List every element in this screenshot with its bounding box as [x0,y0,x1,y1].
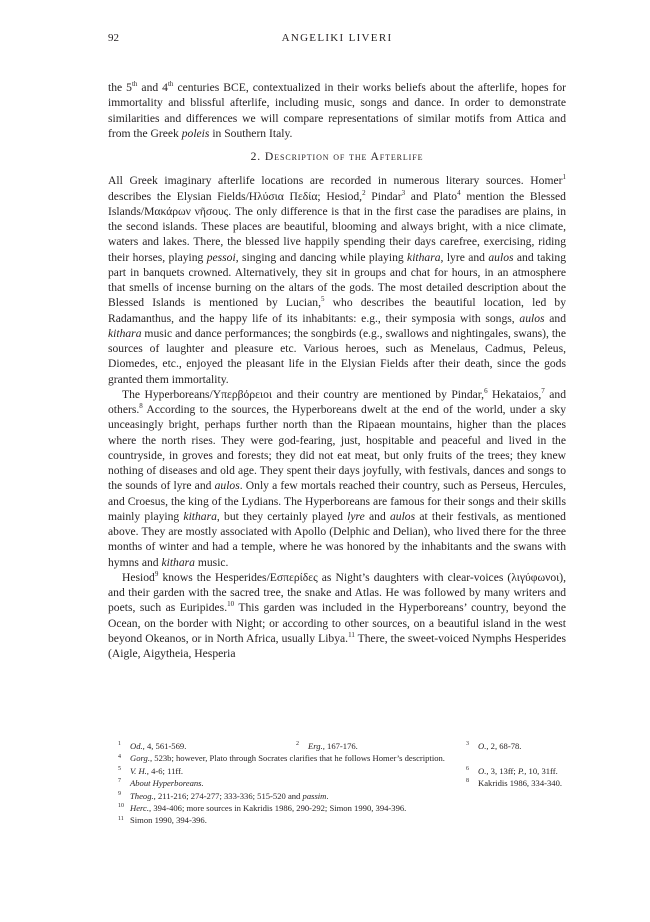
text-run: The Hyperboreans/Υπερβόρειοι and their country are mentioned by Pindar, [122,387,485,401]
text-run: , 2, 68-78. [486,741,522,751]
italic-text: aulos [389,509,416,523]
text-run: , 3, 13ff; [486,765,518,776]
footnote-row [118,814,566,826]
footnote: 10 Herc., 394-406; more sources in Kakridis 1986, 290-292; Simon 1990, 394-396. [118,803,407,814]
italic-text: passim [302,790,327,801]
text-run: . [326,790,329,801]
italic-text: pessoi [206,250,236,264]
text-run: , 211-216; 274-277; 333-336; 515-520 and [153,790,303,801]
section-number: 2. [250,150,262,163]
paragraph [108,80,566,141]
text-run: and [364,509,390,523]
footnote: 5 V. H., 4-6; 11ff. [118,765,184,776]
section-heading [108,149,566,164]
footnote-text [130,766,183,776]
footnote-row [118,765,566,777]
footnote: 9 Theog., 211-216; 274-277; 333-336; 515-520 and passim. [118,790,329,801]
footnote: 7 About Hyperboreans. [118,778,204,789]
body-text [108,80,566,661]
text-run: , singing and dancing while playing [235,250,408,264]
footnote-text [130,753,445,763]
footnote-ref[interactable]: 11 [348,630,355,639]
section-title: Description of the Afterlife [264,150,424,163]
text-run: This garden was included in the Hyperboreans’ country, beyond the Ocean, on the border with Night; or according to other sources, on a beautiful island in the west beyond Okeanos, or in North Africa, usually Libya. [108,601,566,645]
footnote-text [130,791,329,801]
footnote-ref[interactable]: 3 [401,188,406,197]
footnote-ref[interactable]: 8 [139,402,143,411]
text-run: Hekataios, [487,387,542,401]
paragraph [108,173,566,387]
footnote-ref[interactable]: 6 [484,386,488,395]
italic-text: Herc. [130,803,150,814]
footnote-ref[interactable]: 4 [457,188,461,197]
footnote-ref[interactable]: 2 [362,188,366,197]
text-run: music and dance performances; the songbirds (e.g., swallows and nightingales, swans), the sources of laughter and pleasure etc. Various heroes, such as Menelaus, Cadmus, Peleus, Diomedes, etc., enjoyed the pleasant life in the Elysian Fields after their death, since the gods granted them immortality. [108,326,566,386]
italic-text: Theog. [130,790,154,801]
text-run: and [544,311,566,325]
footnote-text [130,815,207,825]
text-run: and Plato [405,189,458,203]
text-run: There, the sweet-voiced Nymphs Hesperides (Aigle, Aigytheia, Hesperia [108,631,567,660]
italic-text: lyre [347,509,365,523]
footnote: 3 O., 2, 68-78. [466,741,522,751]
text-run: mention the Blessed Islands/Μακάρων νῆσους. The only difference is that in the first case the paradises are plains, in the second islands. These places are beautiful, blooming and always bright, with a nice climate, waters and lakes. There, the blessed live happily spending their days carefree, exercising, riding their horses, playing [108,189,566,264]
text-run: and 4 [137,81,168,94]
text-run: , 394-406; more sources in Kakridis 1986, 290-292; Simon 1990, 394-396. [149,803,407,814]
text-run: All Greek imaginary afterlife locations are recorded in numerous literary sources. Homer [108,174,563,188]
footnote-text [478,778,562,788]
italic-text: aulos [214,479,240,493]
text-run: , but they certainly played [216,509,348,523]
footnote-text [130,803,406,813]
text-run: , 523b; however, Plato through Socrates clarifies that he follows Homer’s description. [149,753,445,764]
text-run: and taking part in banquets crowned. Alternatively, they sit in groups and chat for hours, in an atmosphere that smells of incense burning on the altars of the gods. The most detailed description about the Blessed Islands is mentioned by Lucian, [108,250,566,310]
footnote-text [308,741,358,751]
footnote-ref[interactable]: 7 [541,386,545,395]
text-run: centuries BCE, contextualized in their works beliefs about the afterlife, hopes for immortality and blissful afterlife, including music, songs and dance. In order to demonstrate similarities and differences we will compare representations of similar motifs from Attica and from the Greek [108,81,566,140]
footnote-text [130,741,186,751]
footnote: 1 Od., 4, 561-569. [118,741,187,751]
italic-text: O. [478,765,487,776]
page-header [108,32,566,48]
footnote-ref[interactable]: 1 [562,173,566,182]
footnote: 6 O., 3, 13ff; P., 10, 31ff. [466,765,558,776]
italic-text: aulos [488,250,514,264]
text-run: the 5 [108,81,132,94]
footnote-row [118,777,566,789]
text-run: lyre and [443,250,489,264]
footnote-text [130,778,204,788]
footnote: 8 Kakridis 1986, 334-340. [466,778,563,789]
italic-text: aulos [519,311,545,325]
text-run: , 4, 561-569. [142,741,187,751]
text-run: who describes the beautiful location, led by Radamanthus, and the happy life of its inhabitants: e.g., their symposia with songs, [108,296,566,325]
text-run: Simon 1990, 394-396. [130,815,207,826]
footnote-text [478,741,521,751]
italic-text: kithara [161,555,195,569]
italic-text: About Hyperboreans. [130,778,204,789]
footnote: 11 Simon 1990, 394-396. [118,815,207,826]
footnotes [118,740,566,827]
italic-text: kithara [108,326,142,340]
italic-text: kithara, [407,250,444,264]
text-run: Hesiod [122,570,155,584]
italic-text: kithara [183,509,217,523]
text-run: , 4-6; 11ff. [146,765,184,776]
text-run: Pindar [365,189,402,203]
footnote-row [118,752,566,764]
footnote-ref[interactable]: 5 [321,295,325,304]
text-run: knows the Hesperides/Εσπερίδες as Night’s daughters with clear-voices (λιγύφωνοι), and their garden with the sacred tree, the snake and Atlas. He was followed by many writers and poets, such as Euripides. [108,570,566,615]
footnote-ref[interactable]: 10 [227,600,235,609]
footnote-ref[interactable]: th [167,80,174,89]
italic-text: V. H. [130,765,147,776]
italic-text: Gorg. [130,753,150,764]
footnote-text [478,766,558,776]
text-run: , 10, 31ff. [524,765,558,776]
text-run: According to the sources, the Hyperboreans dwelt at the end of the world, under a sky unceasingly bright, perhaps further north than the Ripaean mountains, higher than the places where the north rises. They were god-fearing, just, hospitable and peaceful and lived in the countryside, in groves and forests; they did not eat meat, but only fruits of the trees; they knew nothing of diseases and old age. They spent their days joyfully, with festivals, dances and songs to the sounds of lyre and [108,403,566,493]
text-run: music. [194,555,229,569]
text-run: , 167-176. [322,741,358,751]
footnote: 2 Erg., 167-176. [296,741,358,751]
footnote: 4 Gorg., 523b; however, Plato through Socrates clarifies that he follows Homer’s description. [118,753,445,764]
footnote-row [118,802,566,814]
paragraph [108,387,566,570]
italic-text: O. [478,741,487,751]
text-run: and others. [108,387,567,416]
text-run: describes the Elysian Fields/Ηλύσια Πεδία; Hesiod, [108,189,363,203]
italic-text: poleis [181,126,210,140]
footnote-ref[interactable]: 9 [154,569,159,578]
page-number: 92 [108,32,119,44]
italic-text: Od. [130,741,143,751]
paragraph [108,570,566,662]
footnote-ref[interactable]: th [131,80,138,89]
footnote-row [118,790,566,802]
text-run: in Southern Italy. [209,126,293,140]
text-run: Kakridis 1986, 334-340. [478,778,563,789]
running-head: ANGELIKI LIVERI [281,32,393,44]
text-run: at their festivals, as mentioned above. They are mostly associated with Apollo (Delphic and Delian), who lived there for the three months of winter and had a temple, where he was honored by the inhabitants and the swans with hymns and [108,509,566,569]
text-run: . Only a few mortals reached their country, such as Perseus, Hercules, and Croesus, the king of the Lydians. The Hyperboreans are famous for their songs and their skills mainly playing [108,479,566,523]
italic-text: P. [517,765,525,776]
italic-text: Erg. [308,741,323,751]
footnote-row [118,740,566,752]
